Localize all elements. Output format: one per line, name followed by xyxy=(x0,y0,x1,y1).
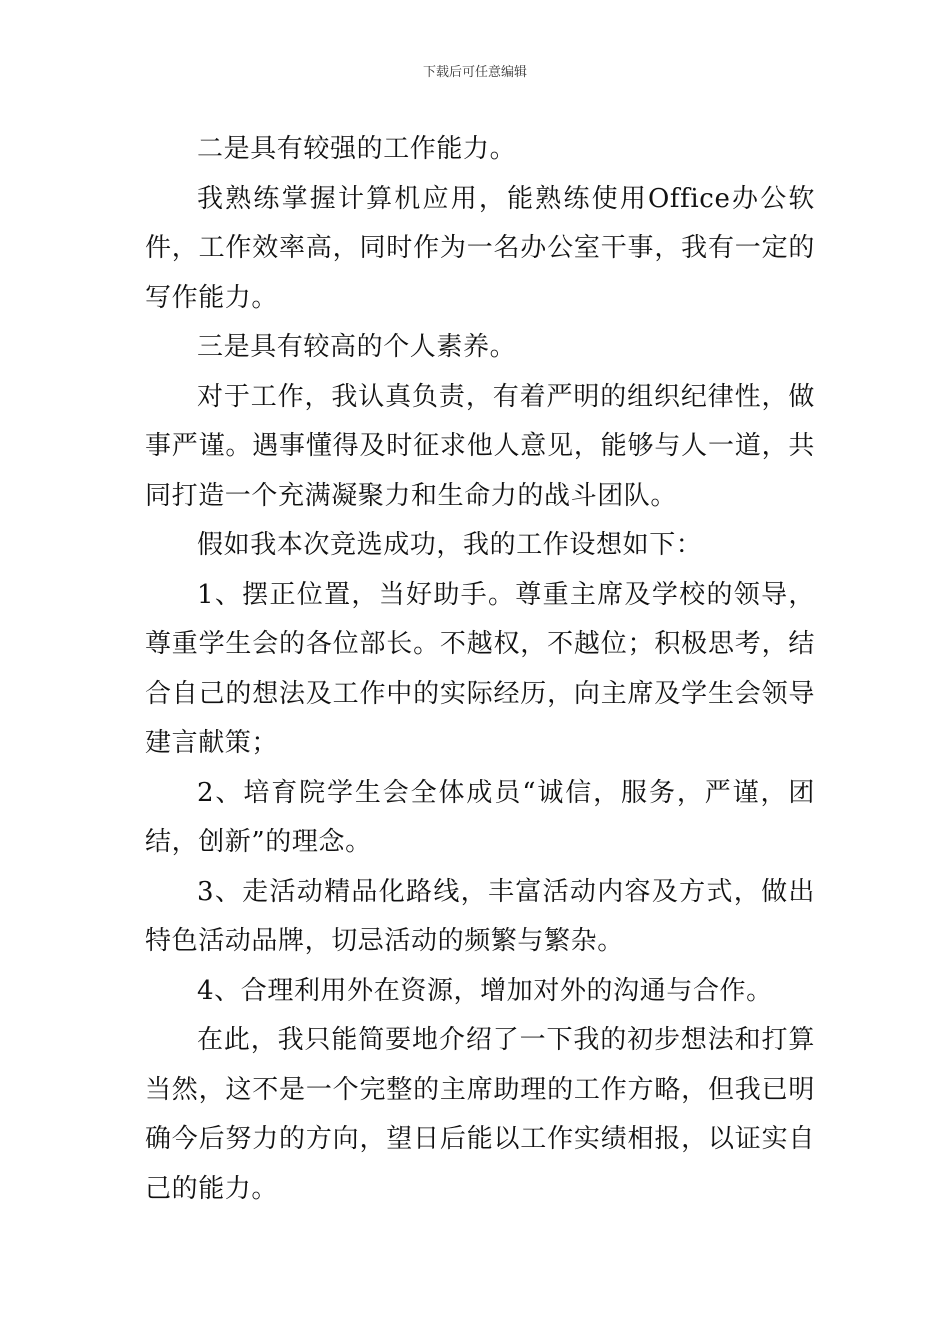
document-body xyxy=(145,125,815,1214)
paragraph-plan-intro: 假如我本次竞选成功，我的工作设想如下： xyxy=(197,530,703,560)
paragraph-plan-item-4: 4、合理利用外在资源，增加对外的沟通与合作。 xyxy=(197,975,773,1006)
paragraph-plan-item-1: 1、摆正位置，当好助手。尊重主席及学校的领导，尊重学生会的各位部长。不越权，不越位；积极思考，结合自己的想法及工作中的实际经历，向主席及学生会领导建言献策； xyxy=(145,579,815,758)
paragraph-plan-item-3: 3、走活动精品化路线，丰富活动内容及方式，做出特色活动品牌，切忌活动的频繁与繁杂。 xyxy=(145,876,815,956)
paragraph-quality-heading: 三是具有较高的个人素养。 xyxy=(197,332,517,362)
page-header-note: 下载后可任意编辑 xyxy=(422,65,527,80)
paragraph-ability-heading: 二是具有较强的工作能力。 xyxy=(197,134,517,164)
paragraph-work-attitude: 对于工作，我认真负责，有着严明的组织纪律性，做事严谨。遇事懂得及时征求他人意见，能够与人一道，共同打造一个充满凝聚力和生命力的战斗团队。 xyxy=(145,381,815,511)
paragraph-plan-item-2: 2、培育院学生会全体成员“诚信，服务，严谨，团结，创新”的理念。 xyxy=(145,777,815,857)
paragraph-conclusion: 在此，我只能简要地介绍了一下我的初步想法和打算当然，这不是一个完整的主席助理的工作方略，但我已明确今后努力的方向，望日后能以工作实绩相报，以证实自己的能力。 xyxy=(145,1025,815,1204)
paragraph-computer-skills: 我熟练掌握计算机应用，能熟练使用Office办公软件，工作效率高，同时作为一名办公室干事，我有一定的写作能力。 xyxy=(145,183,815,313)
